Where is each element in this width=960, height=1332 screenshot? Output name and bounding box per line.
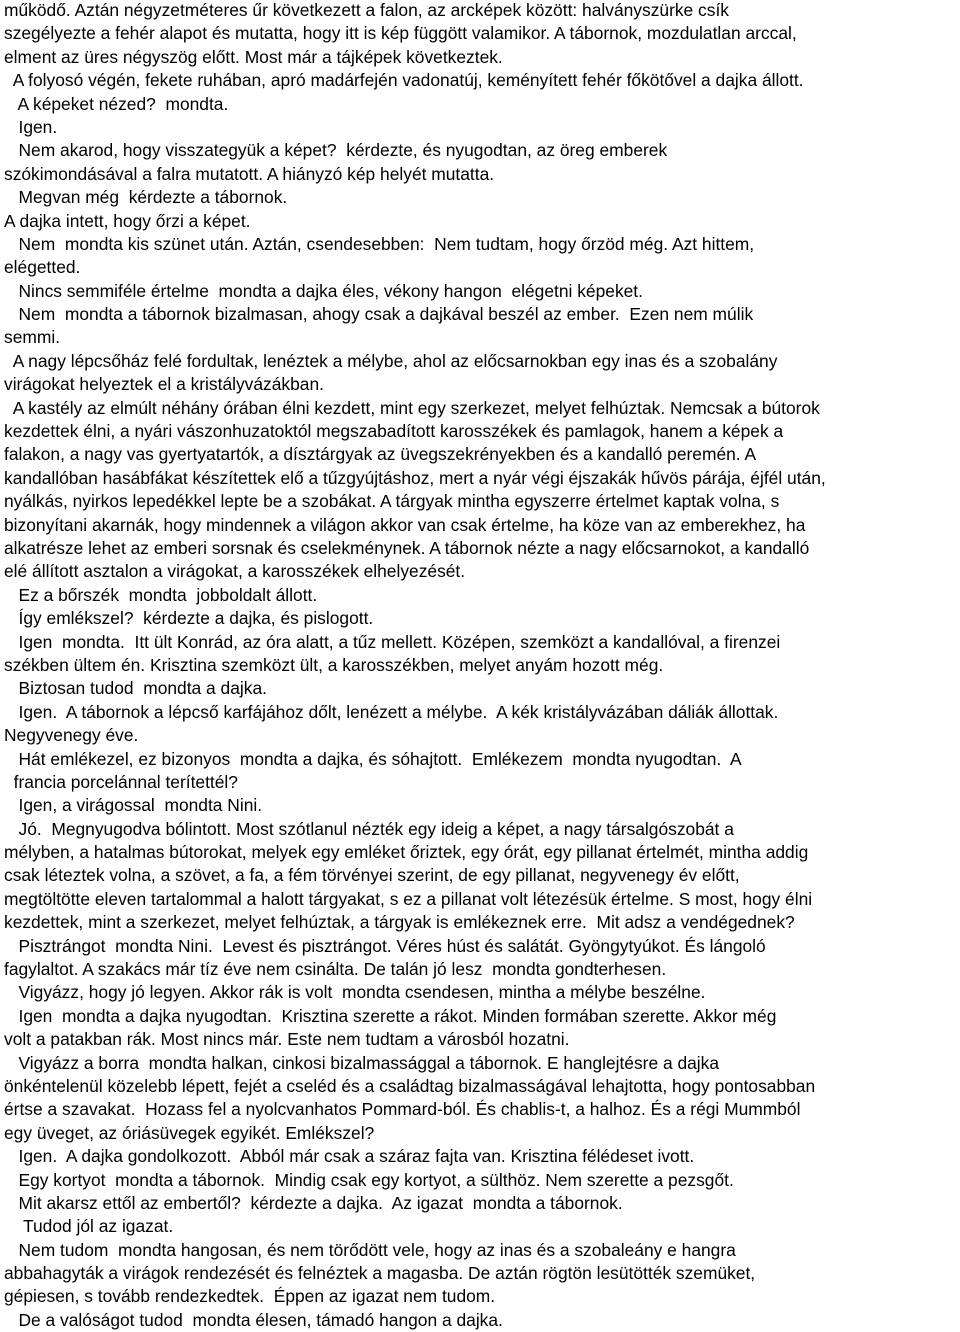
text-line: önkéntelenül közelebb lépett, fejét a cseléd és a családtag bizalmasságával lehajtotta, hogy pontosabban — [4, 1075, 816, 1096]
text-line: Igen mondta. Itt ült Konrád, az óra alatt, a tűz mellett. Középen, szemközt a kandallóval, a firenzei — [4, 631, 781, 652]
text-line: Mit akarsz ettől az embertől? kérdezte a dajka. Az igazat mondta a tábornok. — [4, 1192, 623, 1213]
text-line: Nincs semmiféle értelme mondta a dajka éles, vékony hangon elégetni képeket. — [4, 280, 643, 301]
text-line: A kastély az elmúlt néhány órában élni kezdett, mint egy szerkezet, melyet felhúztak. Nemcsak a bútorok — [4, 397, 820, 418]
text-line: Nem mondta a tábornok bizalmasan, ahogy csak a dajkával beszél az ember. Ezen nem múlik — [4, 304, 754, 325]
text-line: mélyben, a hatalmas bútorokat, melyek egy emléket őriztek, egy órát, egy pillanat értelmét, mintha addig — [4, 842, 809, 863]
text-line: abbahagyták a virágok rendezését és felnéztek a magasba. De aztán rögtön lesütötték szemüket, — [4, 1263, 756, 1284]
text-line: Jó. Megnyugodva bólintott. Most szótlanul nézték egy ideig a képet, a nagy társalgószobát a — [4, 818, 734, 839]
text-line: kandallóban hasábfákat készítettek elő a tűzgyújtáshoz, mert a nyár végi éjszakák hűvös párája, éjfél után, — [4, 467, 826, 488]
text-line: szegélyezte a fehér alapot és mutatta, hogy itt is kép függött valamikor. A tábornok, mozdulatlan arccal, — [4, 23, 797, 44]
text-line: kezdettek élni, a nyári vászonhuzatoktól megszabadított karosszékek és pamlagok, hanem a képek a — [4, 421, 784, 442]
text-line: Nem tudom mondta hangosan, és nem törődött vele, hogy az inas és a szobaleány e hangra — [4, 1239, 736, 1260]
text-line: megtöltötte eleven tartalommal a halott tárgyakat, s ez a pillanat volt létezésük értelme. S most, hogy élni — [4, 888, 813, 909]
text-line: semmi. — [4, 327, 61, 348]
text-line: Nem akarod, hogy visszategyük a képet? kérdezte, és nyugodtan, az öreg emberek — [4, 140, 668, 161]
text-line: Igen. A tábornok a lépcső karfájához dőlt, lenézett a mélybe. A kék kristályvázában dáliák állottak. — [4, 701, 779, 722]
text-line: fagylaltot. A szakács már tíz éve nem csinálta. De talán jó lesz mondta gondterhesen. — [4, 959, 667, 980]
text-line: Nem mondta kis szünet után. Aztán, csendesebben: Nem tudtam, hogy őrzöd még. Azt hittem, — [4, 233, 755, 254]
text-line: Pisztrángot mondta Nini. Levest és pisztrángot. Véres húst és salátát. Gyöngytyúkot. És lángoló — [4, 935, 766, 956]
text-line: elégetted. — [4, 257, 81, 278]
text-line: gépiesen, s tovább rendezkedtek. Éppen az igazat nem tudom. — [4, 1286, 496, 1307]
text-line: Hát emlékezel, ez bizonyos mondta a dajka, és sóhajtott. Emlékezem mondta nyugodtan. A — [4, 748, 742, 769]
text-line: Ez a bőrszék mondta jobboldalt állott. — [4, 584, 318, 605]
text-line: De a valóságot tudod mondta élesen, támadó hangon a dajka. — [4, 1309, 503, 1330]
text-line: elment az üres négyszög előtt. Most már a tájképek következtek. — [4, 46, 503, 67]
text-line: Egy kortyot mondta a tábornok. Mindig csak egy kortyot, a sülthöz. Nem szerette a pezsgőt. — [4, 1169, 734, 1190]
text-line: Így emlékszel? kérdezte a dajka, és pislogott. — [4, 608, 374, 629]
text-line: Vigyázz, hogy jó legyen. Akkor rák is volt mondta csendesen, mintha a mélybe beszélne. — [4, 982, 706, 1003]
text-line: elé állított asztalon a virágokat, a karosszékek elhelyezését. — [4, 561, 466, 582]
text-line: Biztosan tudod mondta a dajka. — [4, 678, 267, 699]
text-line: Igen, a virágossal mondta Nini. — [4, 795, 263, 816]
text-line: működő. Aztán négyzetméteres űr következett a falon, az arcképek között: halványszürke csík — [4, 0, 729, 20]
text-line: volt a patakban rák. Most nincs már. Este nem tudtam a városból hozatni. — [4, 1029, 570, 1050]
text-line: A folyosó végén, fekete ruhában, apró madárfején vadonatúj, keményített fehér főkötővel a dajka állott. — [4, 70, 804, 91]
text-line: francia porcelánnal terítettél? — [4, 771, 238, 792]
text-line: értse a szavakat. Hozass fel a nyolcvanhatos Pommard-ból. És chablis-t, a halhoz. És a régi Mummból — [4, 1099, 801, 1120]
text-line: egy üveget, az óriásüvegek egyikét. Emlékszel? — [4, 1122, 375, 1143]
text-line: A nagy lépcsőház felé fordultak, lenéztek a mélybe, ahol az előcsarnokban egy inas és a szobalány — [4, 350, 778, 371]
text-line: bizonyítani akarnák, hogy mindennek a világon akkor van csak értelme, ha köze van az emberekhez, ha — [4, 514, 806, 535]
text-line: Negyvenegy éve. — [4, 725, 139, 746]
document-page — [4, 0, 956, 1332]
text-line: Igen mondta a dajka nyugodtan. Krisztina szerette a rákot. Minden formában szerette. Akkor még — [4, 1005, 777, 1026]
text-line: alkatrésze lehet az emberi sorsnak és cselekménynek. A tábornok nézte a nagy előcsarnokot, a kandalló — [4, 537, 810, 558]
text-line: székben ültem én. Krisztina szemközt ült, a karosszékben, melyet anyám hozott még. — [4, 654, 664, 675]
text-line: A dajka intett, hogy őrzi a képet. — [4, 210, 251, 231]
text-line: Vigyázz a borra mondta halkan, cinkosi bizalmassággal a tábornok. E hanglejtésre a dajka — [4, 1052, 720, 1073]
text-line: szókimondásával a falra mutatott. A hiányzó kép helyét mutatta. — [4, 163, 495, 184]
text-line: csak léteztek volna, a szövet, a fa, a fém törvényei szerint, de egy pillanat, negyvenegy év előtt, — [4, 865, 740, 886]
text-line: A képeket nézed? mondta. — [4, 93, 229, 114]
text-line: kezdettek, mint a szerkezet, melyet felhúztak, a tárgyak is emlékeznek erre. Mit adsz a vendégednek? — [4, 912, 795, 933]
text-line: Megvan még kérdezte a tábornok. — [4, 187, 288, 208]
text-line: Igen. — [4, 116, 58, 137]
text-line: falakon, a nagy vas gyertyatartók, a dísztárgyak az üvegszekrényekben és a kandalló peremén. A — [4, 444, 757, 465]
text-line: Tudod jól az igazat. — [4, 1216, 174, 1237]
text-line: virágokat helyeztek el a kristályvázákban. — [4, 374, 324, 395]
text-line: nyálkás, nyirkos lepedékkel lepte be a szobákat. A tárgyak mintha egyszerre értelmet kaptak volna, s — [4, 491, 780, 512]
text-line: Igen. A dajka gondolkozott. Abból már csak a száraz fajta van. Krisztina félédeset ivott. — [4, 1146, 695, 1167]
